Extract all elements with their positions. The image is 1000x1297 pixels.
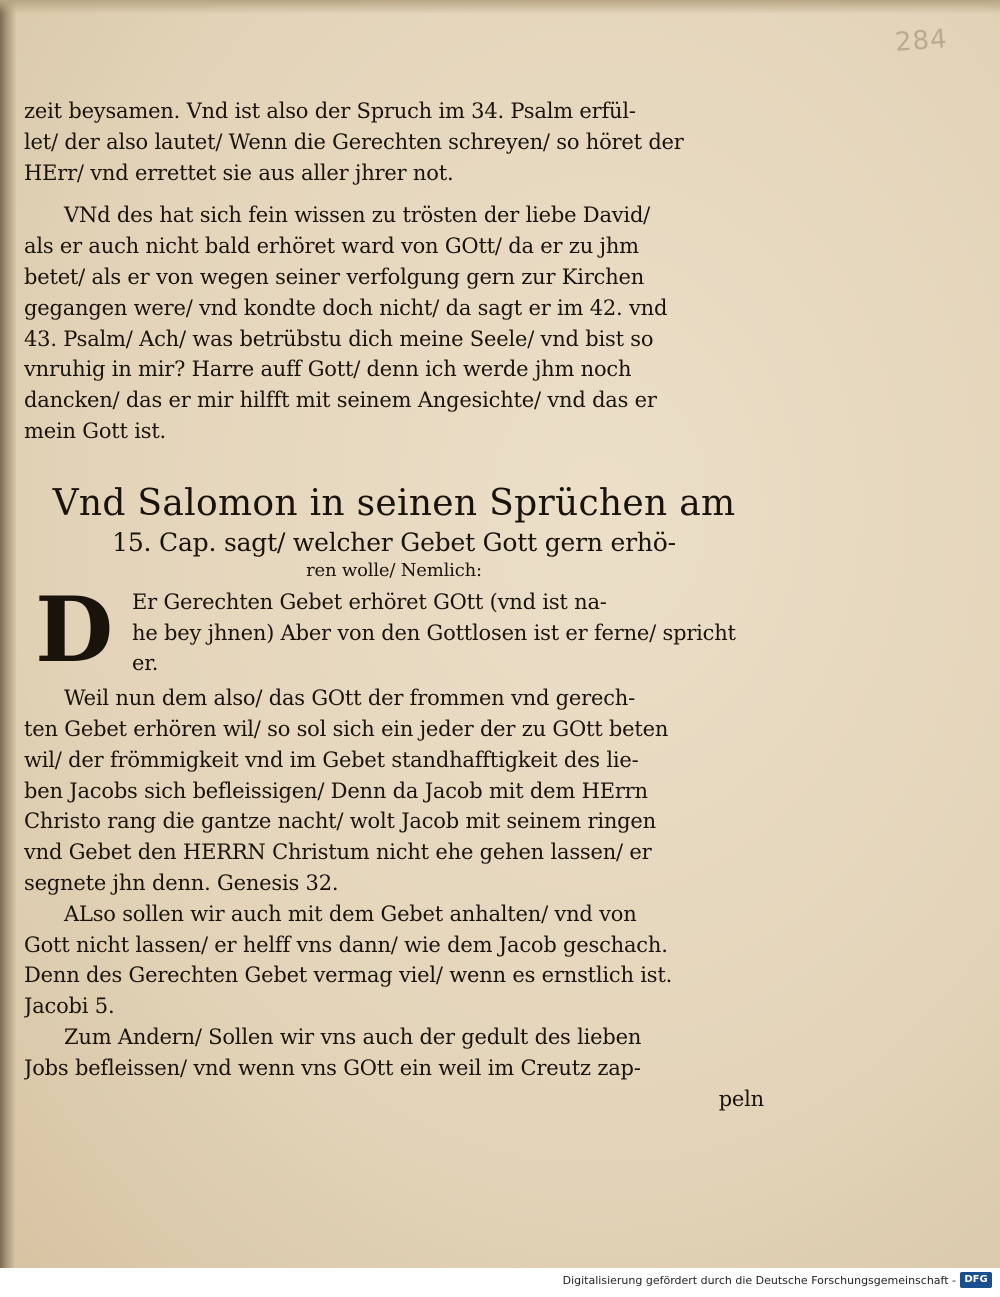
text-line: ALso sollen wir auch mit dem Gebet anhalten/ vnd von [64,901,637,926]
page-text [24,96,764,1114]
text-line: zeit beysamen. Vnd ist also der Spruch im 34. Psalm erfül- [24,99,636,123]
text-line: he bey jhnen) Aber von den Gottlosen ist er ferne/ spricht [132,620,736,645]
text-line: ben Jacobs sich befleissigen/ Denn da Jacob mit dem HErrn [24,778,648,803]
text-line: let/ der also lautet/ Wenn die Gerechten schreyen/ so höret der [24,129,684,154]
text-line: Christo rang die gantze nacht/ wolt Jacob mit seinem ringen [24,809,656,834]
catchword: peln [718,1086,764,1111]
text-line: Zum Andern/ Sollen wir vns auch der gedult des lieben [64,1024,642,1049]
text-line: dancken/ das er mir hilfft mit seinem Angesichte/ vnd das er [24,388,657,413]
paragraph-2 [24,200,764,446]
decorated-initial: D [35,576,113,683]
text-line: Weil nun dem also/ das GOtt der frommen vnd gerech- [64,686,636,711]
text-line: wil/ der frömmigkeit vnd im Gebet standhafftigkeit des lie- [24,747,639,772]
heading-line-1: Vnd Salomon in seinen Sprüchen am [52,482,736,524]
text-line: HErr/ vnd errettet sie aus aller jhrer not. [24,160,454,185]
funding-credit: Digitalisierung gefördert durch die Deutsche Forschungsgemeinschaft - [562,1274,956,1287]
text-line: VNd des hat sich fein wissen zu trösten der liebe David/ [64,203,651,228]
page-gutter-shadow [0,0,16,1268]
paragraph-1 [24,96,764,188]
paragraph-5 [24,899,764,1022]
paragraph-4 [24,683,764,899]
text-line: mein Gott ist. [24,418,167,443]
text-line: als er auch nicht bald erhöret ward von GOtt/ da er zu jhm [24,234,639,259]
dfg-logo: DFG [960,1272,992,1288]
text-line: 43. Psalm/ Ach/ was betrübstu dich meine Seele/ vnd bist so [24,326,654,351]
text-line: er. [132,651,159,676]
page-top-shadow [0,0,1000,14]
heading-line-2: 15. Cap. sagt/ welcher Gebet Gott gern erhö- [112,527,676,557]
text-line: Jacobi 5. [24,994,115,1019]
text-line: segnete jhn denn. Genesis 32. [24,870,339,895]
text-line: Er Gerechten Gebet erhöret GOtt (vnd ist na- [132,589,607,614]
folio-number: 284 [894,24,949,58]
text-line: ten Gebet erhören wil/ so sol sich ein jeder der zu GOtt beten [24,716,669,741]
heading-line-3: ren wolle/ Nemlich: [306,559,482,581]
paragraph-3 [24,576,764,683]
text-line: betet/ als er von wegen seiner verfolgung gern zur Kirchen [24,264,645,289]
text-line: gegangen were/ vnd kondte doch nicht/ da sagt er im 42. vnd [24,295,668,320]
text-line: vnruhig in mir? Harre auff Gott/ denn ich werde jhm noch [24,357,632,382]
text-line: vnd Gebet den HERRN Christum nicht ehe gehen lassen/ er [24,840,652,865]
footer-bar [0,1268,1000,1297]
text-line: Jobs befleissen/ vnd wenn vns GOtt ein weil im Creutz zap- [24,1055,641,1080]
text-line: Gott nicht lassen/ er helff vns dann/ wie dem Jacob geschach. [24,932,668,957]
paragraph-6 [24,1022,764,1084]
text-line: Denn des Gerechten Gebet vermag viel/ wenn es ernstlich ist. [24,963,673,988]
section-heading [24,481,764,583]
